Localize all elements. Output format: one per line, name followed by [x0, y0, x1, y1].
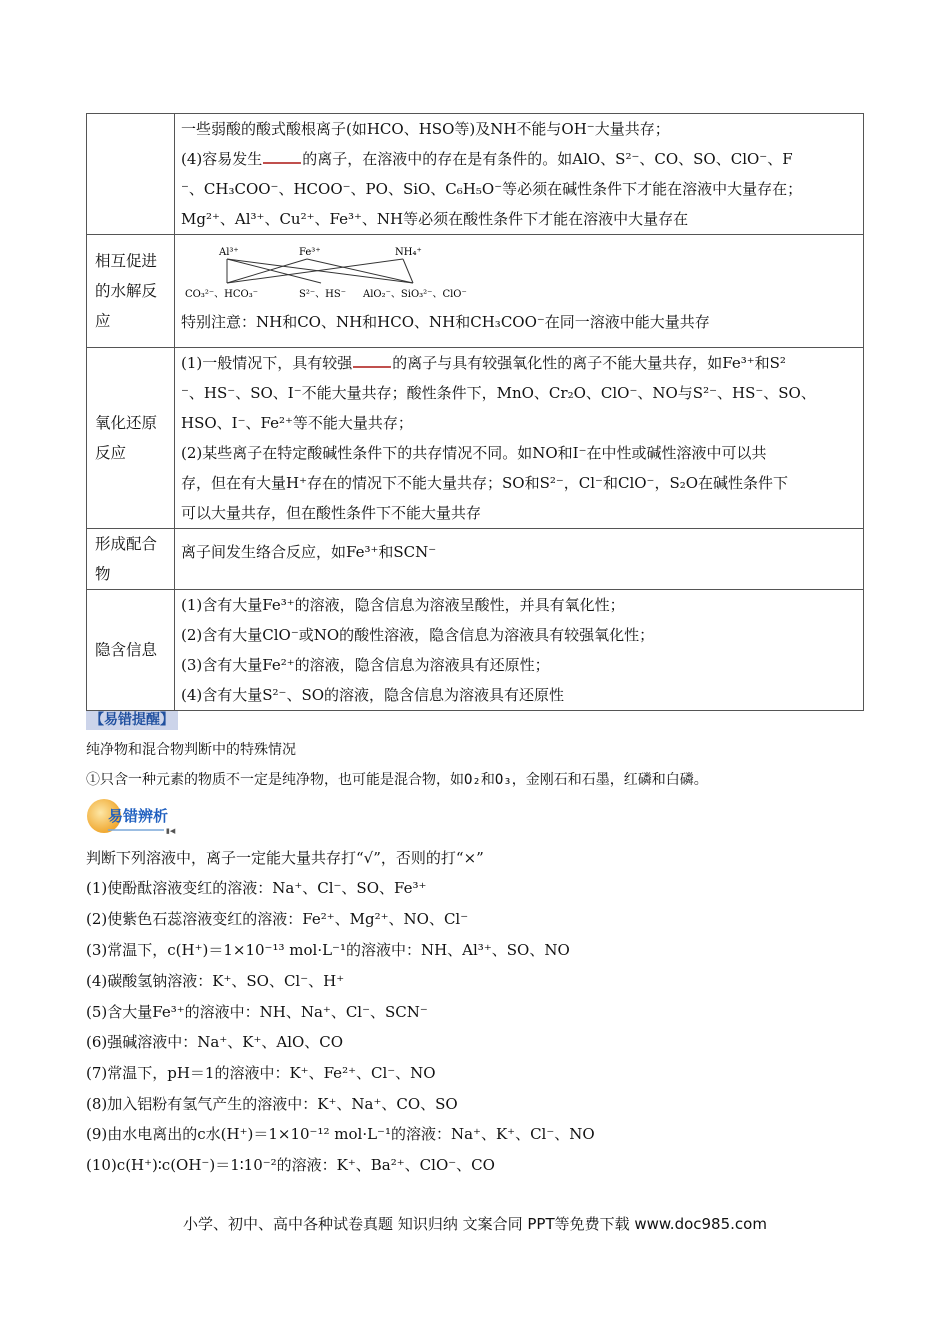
exercise-item: (9)由水电离出的c水(H⁺)＝1×10⁻¹² mol·L⁻¹的溶液：Na⁺、K⁺、Cl⁻、NO: [86, 1125, 595, 1143]
row-content: [175, 114, 864, 235]
diagram-bottom-label: CO₃²⁻、HCO₃⁻: [185, 289, 259, 300]
table-row: [87, 348, 864, 529]
row-content: [175, 529, 864, 590]
text-line: (2)含有大量ClO⁻或NO的酸性溶液，隐含信息为溶液具有较强氧化性；: [181, 626, 655, 644]
text-line: (4)含有大量S²⁻、SO的溶液，隐含信息为溶液具有还原性: [181, 686, 565, 704]
hydrolysis-diagram: [181, 241, 481, 303]
exercise-item: (3)常温下，c(H⁺)＝1×10⁻¹³ mol·L⁻¹的溶液中：NH、Al³⁺、SO、NO: [86, 941, 570, 959]
row-label: 隐含信息: [87, 590, 175, 711]
row-label: 形成配合物: [87, 529, 175, 590]
row-content: [175, 348, 864, 529]
table-row: [87, 235, 864, 348]
row-label: [87, 114, 175, 235]
page-footer: 小学、初中、高中各种试卷真题 知识归纳 文案合同 PPT等免费下载 www.doc985.com: [183, 1215, 767, 1233]
table-row: [87, 529, 864, 590]
exercise-item: (6)强碱溶液中：Na⁺、K⁺、AlO、CO: [86, 1033, 344, 1051]
text-fragment: 的离子，在溶液中的存在是有条件的。如AlO、S²⁻、CO、SO、ClO⁻、F: [302, 150, 793, 168]
row-label: 相互促进的水解反应: [87, 235, 175, 348]
diagram-connectors: [227, 259, 413, 283]
exercise-item: (8)加入铝粉有氢气产生的溶液中：K⁺、Na⁺、CO、SO: [86, 1095, 458, 1113]
text-line: (1)含有大量Fe³⁺的溶液，隐含信息为溶液呈酸性，并具有氧化性；: [181, 596, 625, 614]
exercise-item: (1)使酚酞溶液变红的溶液：Na⁺、Cl⁻、SO、Fe³⁺: [86, 879, 427, 897]
fill-blank: [353, 349, 391, 368]
exercise-item: (7)常温下，pH＝1的溶液中：K⁺、Fe²⁺、Cl⁻、NO: [86, 1064, 436, 1082]
exercise-item: (10)c(H⁺)∶c(OH⁻)＝1∶10⁻²的溶液：K⁺、Ba²⁺、ClO⁻、CO: [86, 1156, 495, 1174]
error-analysis-badge: [86, 798, 178, 836]
tip-heading: 【易错提醒】: [86, 711, 178, 730]
text-fragment: 的离子与具有较强氧化性的离子不能大量共存，如Fe³⁺和S²: [392, 354, 786, 372]
table-row: [87, 114, 864, 235]
text-line: Mg²⁺、Al³⁺、Cu²⁺、Fe³⁺、NH等必须在酸性条件下才能在溶液中大量存在: [181, 210, 689, 228]
text-line: 存，但在有大量H⁺存在的情况下不能大量共存；SO和S²⁻，Cl⁻和ClO⁻，S₂O在碱性条件下: [181, 474, 789, 492]
exercise-intro: 判断下列溶液中，离子一定能大量共存打“√”，否则的打“×”: [86, 849, 484, 867]
diagram-bottom-label: S²⁻、HS⁻: [299, 289, 346, 300]
diagram-top-label: Al³⁺: [219, 247, 239, 258]
text-fragment: (4)容易发生: [181, 150, 263, 168]
ion-coexistence-table: [86, 113, 864, 711]
row-content: [175, 590, 864, 711]
badge-label: 易错辨析: [108, 807, 169, 825]
text-line: ⁻、CH₃COO⁻、HCOO⁻、PO、SiO、C₆H₅O⁻等必须在碱性条件下才能在溶液中大量存在；: [181, 180, 803, 198]
text-line: 特别注意：NH和CO、NH和HCO、NH和CH₃COO⁻在同一溶液中能大量共存: [181, 313, 710, 331]
exercise-item: (5)含大量Fe³⁺的溶液中：NH、Na⁺、Cl⁻、SCN⁻: [86, 1003, 428, 1021]
tip-line: 纯净物和混合物判断中的特殊情况: [86, 742, 296, 758]
fill-blank: [263, 145, 301, 164]
diagram-bottom-label: AlO₂⁻、SiO₃²⁻、ClO⁻: [363, 289, 467, 300]
text-line: 离子间发生络合反应，如Fe³⁺和SCN⁻: [181, 543, 437, 561]
exercise-item: (2)使紫色石蕊溶液变红的溶液：Fe²⁺、Mg²⁺、NO、Cl⁻: [86, 910, 469, 928]
text-line: (3)含有大量Fe²⁺的溶液，隐含信息为溶液具有还原性；: [181, 656, 550, 674]
badge-mark: ▮◀: [166, 827, 176, 835]
row-content: [175, 235, 864, 348]
text-line: (2)某些离子在特定酸碱性条件下的共存情况不同。如NO和I⁻在中性或碱性溶液中可以共: [181, 444, 767, 462]
diagram-top-label: NH₄⁺: [395, 247, 422, 258]
tip-line: ①只含一种元素的物质不一定是纯净物，也可能是混合物，如O₂和O₃，金刚石和石墨，红磷和白磷。: [86, 772, 708, 788]
text-line: [181, 144, 857, 174]
row-label: 氧化还原反应: [87, 348, 175, 529]
text-line: 可以大量共存，但在酸性条件下不能大量共存: [181, 504, 482, 522]
text-line: 一些弱酸的酸式酸根离子(如HCO、HSO等)及NH不能与OH⁻大量共存；: [181, 120, 670, 138]
diagram-top-label: Fe³⁺: [299, 247, 321, 258]
text-line: HSO、I⁻、Fe²⁺等不能大量共存；: [181, 414, 413, 432]
text-line: [181, 348, 857, 378]
text-line: ⁻、HS⁻、SO、I⁻不能大量共存；酸性条件下，MnO、Cr₂O、ClO⁻、NO与S²⁻、HS⁻、SO、: [181, 384, 816, 402]
text-fragment: (1)一般情况下，具有较强: [181, 354, 353, 372]
table-row: [87, 590, 864, 711]
exercise-item: (4)碳酸氢钠溶液：K⁺、SO、Cl⁻、H⁺: [86, 972, 345, 990]
